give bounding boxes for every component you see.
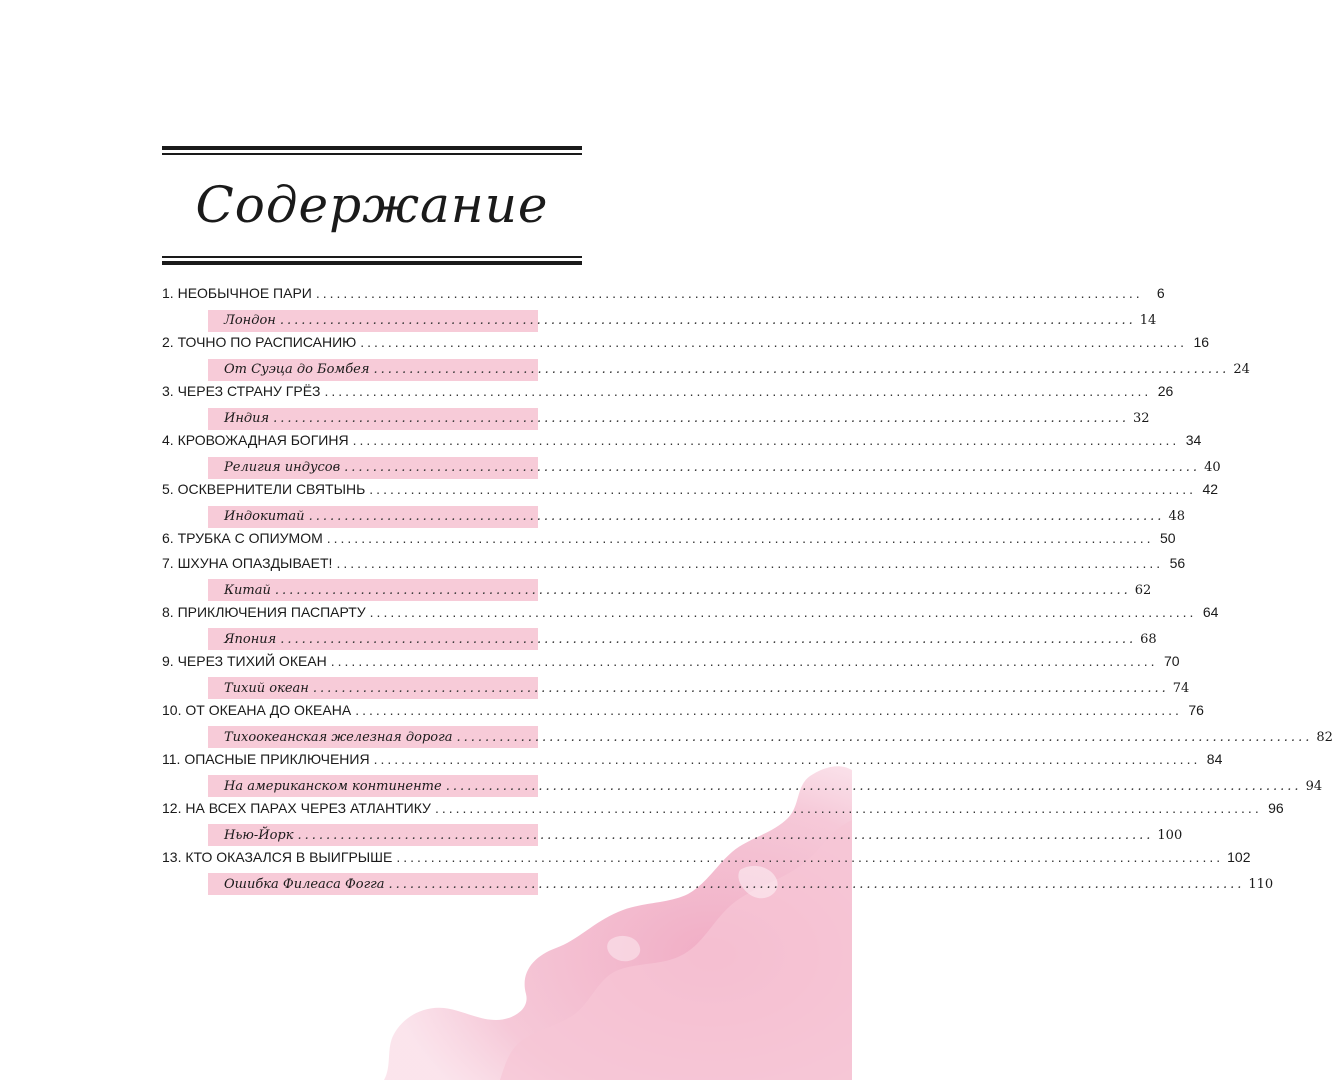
chapter-number: 11.	[162, 750, 181, 767]
page-number: 94	[1305, 778, 1323, 794]
dot-leader: ........................................................................................................................	[274, 582, 1131, 598]
page-number: 110	[1248, 876, 1274, 892]
chapter-title: ТОЧНО ПО РАСПИСАНИЮ	[177, 334, 357, 350]
chapter-number: 5.	[162, 481, 174, 497]
chapter-title: ПРИКЛЮЧЕНИЯ ПАСПАРТУ	[177, 603, 366, 620]
page-number: 48	[1168, 509, 1185, 524]
dot-leader: ........................................................................................................................	[330, 652, 1158, 669]
toc-section-row[interactable]	[162, 823, 1183, 848]
page-number: 40	[1204, 460, 1221, 475]
toc-chapter-row[interactable]	[162, 284, 1165, 309]
dot-leader: ........................................................................................................................	[456, 729, 1313, 745]
bottom-rule-thick	[162, 261, 582, 265]
chapter-title: ОСКВЕРНИТЕЛИ СВЯТЫНЬ	[177, 481, 366, 497]
dot-leader: ........................................................................................................................	[336, 554, 1164, 571]
toc-chapter-entry	[162, 554, 1186, 577]
dot-leader: ........................................................................................................................	[352, 432, 1180, 448]
chapter-number: 9.	[162, 652, 174, 669]
page-number: 64	[1202, 603, 1219, 620]
toc-section-highlight	[208, 824, 1183, 846]
dot-leader: ........................................................................................................................	[445, 778, 1302, 794]
section-title: Лондон	[224, 313, 276, 328]
section-title: На американском континенте	[224, 778, 442, 794]
toc-chapter-row[interactable]	[162, 480, 1219, 505]
page-number: 14	[1139, 313, 1157, 328]
chapter-number: 13.	[162, 848, 182, 865]
dot-leader: ........................................................................................................................	[360, 334, 1188, 350]
dot-leader: ........................................................................................................................	[280, 631, 1137, 647]
toc-chapter-entry	[162, 530, 1176, 552]
toc-chapter-entry	[162, 652, 1180, 675]
dot-leader: ........................................................................................................................	[344, 460, 1201, 475]
toc-chapter-entry	[162, 432, 1202, 454]
page-number: 56	[1169, 554, 1186, 571]
toc-section-highlight	[208, 775, 1323, 797]
page-number: 102	[1227, 848, 1251, 865]
toc-chapter-row[interactable]	[162, 799, 1284, 824]
toc-section-highlight	[208, 310, 1157, 332]
toc-section-highlight	[208, 579, 1152, 601]
toc-chapter-row[interactable]	[162, 554, 1186, 579]
dot-leader: ........................................................................................................................	[308, 509, 1165, 524]
toc-section-row[interactable]	[162, 774, 1323, 799]
toc-section-row[interactable]	[162, 358, 1250, 383]
section-title: Япония	[224, 631, 277, 647]
toc-chapter-row[interactable]	[162, 529, 1176, 554]
page-number: 50	[1159, 530, 1176, 546]
dot-leader: ........................................................................................................................	[273, 411, 1130, 426]
page-number: 24	[1233, 362, 1250, 377]
toc-section-row[interactable]	[162, 872, 1274, 897]
top-rule-thin	[162, 153, 582, 155]
chapter-title: ОПАСНЫЕ ПРИКЛЮЧЕНИЯ	[184, 750, 370, 767]
chapter-title: ЧЕРЕЗ ТИХИЙ ОКЕАН	[177, 652, 327, 669]
page-number: 26	[1157, 383, 1174, 399]
dot-leader: ........................................................................................................................	[369, 603, 1197, 620]
section-title: Индокитай	[224, 509, 305, 524]
toc-section-row[interactable]	[162, 505, 1185, 530]
toc-section-highlight	[208, 408, 1150, 430]
toc-chapter-entry	[162, 481, 1219, 503]
chapter-number: 3.	[162, 383, 174, 399]
toc-section-row[interactable]	[162, 407, 1150, 432]
page-title: Содержание	[195, 176, 549, 234]
chapter-title: ТРУБКА С ОПИУМОМ	[177, 530, 323, 546]
toc-section-highlight	[208, 726, 1333, 748]
dot-leader: ........................................................................................................................	[434, 799, 1262, 816]
toc-section-row[interactable]	[162, 456, 1221, 481]
toc-chapter-entry	[162, 285, 1165, 307]
toc-chapter-entry	[162, 848, 1251, 871]
dot-leader: ........................................................................................................................	[326, 530, 1154, 546]
toc-section-row[interactable]	[162, 676, 1190, 701]
top-rule-thick	[162, 146, 582, 150]
toc-section-highlight	[208, 628, 1157, 650]
toc-chapter-row[interactable]	[162, 652, 1180, 677]
chapter-title: ЧЕРЕЗ СТРАНУ ГРЁЗ	[177, 383, 321, 399]
chapter-title: НА ВСЕХ ПАРАХ ЧЕРЕЗ АТЛАНТИКУ	[185, 799, 431, 816]
toc-chapter-entry	[162, 603, 1219, 626]
toc-chapter-entry	[162, 701, 1204, 724]
toc-section-row[interactable]	[162, 578, 1152, 603]
dot-leader: ........................................................................................................................	[388, 876, 1245, 892]
toc-chapter-row[interactable]	[162, 382, 1174, 407]
section-title: От Суэца до Бомбея	[224, 362, 370, 377]
section-title: Индия	[224, 411, 270, 426]
toc-chapter-row[interactable]	[162, 431, 1202, 456]
dot-leader: ........................................................................................................................	[297, 827, 1154, 843]
page-number: 6	[1156, 285, 1165, 301]
page-number: 34	[1185, 432, 1202, 448]
page-number: 96	[1268, 799, 1284, 816]
page-number: 62	[1134, 582, 1152, 598]
toc-section-highlight	[208, 359, 1250, 381]
chapter-number: 6.	[162, 530, 174, 546]
toc-chapter-row[interactable]	[162, 333, 1210, 358]
bottom-rule-thin	[162, 256, 582, 258]
toc-section-highlight	[208, 873, 1274, 895]
toc-chapter-row[interactable]	[162, 848, 1251, 873]
chapter-number: 1.	[162, 285, 174, 301]
page-number: 68	[1140, 631, 1157, 647]
chapter-number: 7.	[162, 554, 174, 571]
toc-chapter-entry	[162, 383, 1174, 405]
page-number: 76	[1188, 701, 1204, 718]
page-number: 32	[1133, 411, 1150, 426]
page-number: 16	[1193, 334, 1210, 350]
section-title: Тихий океан	[224, 680, 309, 696]
toc-section-highlight	[208, 506, 1185, 528]
table-of-contents	[162, 284, 1333, 897]
page-number: 84	[1206, 750, 1223, 767]
chapter-title: ОТ ОКЕАНА ДО ОКЕАНА	[185, 701, 352, 718]
dot-leader: ........................................................................................................................	[315, 285, 1143, 301]
chapter-title: НЕОБЫЧНОЕ ПАРИ	[177, 285, 312, 301]
dot-leader: ........................................................................................................................	[279, 313, 1136, 328]
dot-leader: ........................................................................................................................	[373, 362, 1230, 377]
toc-chapter-row[interactable]	[162, 603, 1219, 628]
toc-section-highlight	[208, 457, 1221, 479]
page-number: 74	[1172, 680, 1190, 696]
dot-leader: ........................................................................................................................	[324, 383, 1152, 399]
dot-leader: ........................................................................................................................	[373, 750, 1201, 767]
toc-chapter-row[interactable]	[162, 701, 1204, 726]
toc-chapter-row[interactable]	[162, 750, 1223, 775]
page-number: 82	[1316, 729, 1333, 745]
dot-leader: ........................................................................................................................	[312, 680, 1169, 696]
page-number: 100	[1157, 827, 1183, 843]
section-title: Религия индусов	[224, 460, 341, 475]
dot-leader: ........................................................................................................................	[396, 848, 1224, 865]
section-title: Ошибка Филеаса Фогга	[224, 876, 385, 892]
dot-leader: ........................................................................................................................	[369, 481, 1197, 497]
section-title: Тихоокеанская железная дорога	[224, 729, 453, 745]
toc-chapter-entry	[162, 750, 1223, 773]
dot-leader: ........................................................................................................................	[355, 701, 1182, 718]
toc-chapter-entry	[162, 334, 1210, 356]
chapter-number: 10.	[162, 701, 182, 718]
chapter-title: ШХУНА ОПАЗДЫВАЕТ!	[177, 554, 333, 571]
chapter-number: 4.	[162, 432, 174, 448]
page-number: 42	[1202, 481, 1219, 497]
page-number: 70	[1163, 652, 1180, 669]
toc-section-row[interactable]	[162, 627, 1157, 652]
chapter-number: 2.	[162, 334, 174, 350]
section-title: Китай	[224, 582, 271, 598]
toc-section-row[interactable]	[162, 725, 1333, 750]
chapter-title: КТО ОКАЗАЛСЯ В ВЫИГРЫШЕ	[185, 848, 393, 865]
toc-section-row[interactable]	[162, 309, 1157, 334]
toc-chapter-entry	[162, 799, 1284, 822]
chapter-number: 12.	[162, 799, 182, 816]
chapter-number: 8.	[162, 603, 174, 620]
section-title: Нью-Йорк	[224, 827, 294, 843]
chapter-title: КРОВОЖАДНАЯ БОГИНЯ	[177, 432, 349, 448]
toc-section-highlight	[208, 677, 1190, 699]
